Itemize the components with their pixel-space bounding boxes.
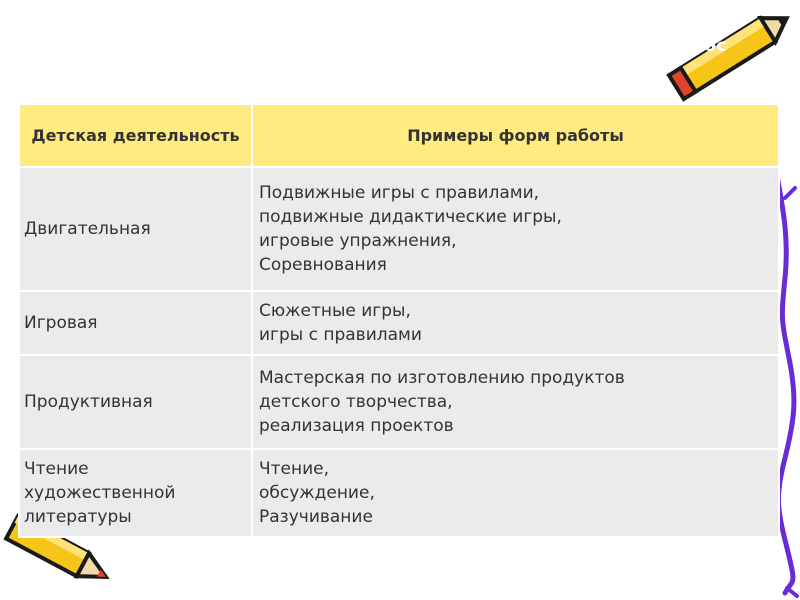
examples-text: Мастерская по изготовлению продуктов детского творчества, реализация проектов — [259, 368, 625, 436]
header-examples: Примеры форм работы — [252, 104, 779, 167]
examples-text: Подвижные игры с правилами, подвижные дидактические игры, игровые упражнения, Соревнования — [259, 183, 562, 275]
hidden-title-fragment: нос — [692, 36, 728, 56]
examples-cell — [252, 449, 779, 537]
table-row — [19, 167, 779, 291]
table-row — [19, 291, 779, 355]
table-row — [19, 449, 779, 537]
examples-cell — [252, 167, 779, 291]
activity-cell: Продуктивная — [19, 355, 252, 449]
examples-cell — [252, 291, 779, 355]
examples-text: Чтение, обсуждение, Разучивание — [259, 459, 375, 527]
examples-text: Сюжетные игры, игры с правилами — [259, 301, 422, 345]
activities-table — [18, 103, 780, 538]
table-header-row — [19, 104, 779, 167]
header-activity: Детская деятельность — [19, 104, 252, 167]
activity-cell: Двигательная — [19, 167, 252, 291]
activity-cell: Чтение художественной литературы — [19, 449, 252, 537]
activity-cell: Игровая — [19, 291, 252, 355]
table-row — [19, 355, 779, 449]
pencil-icon — [660, 0, 800, 112]
examples-cell — [252, 355, 779, 449]
